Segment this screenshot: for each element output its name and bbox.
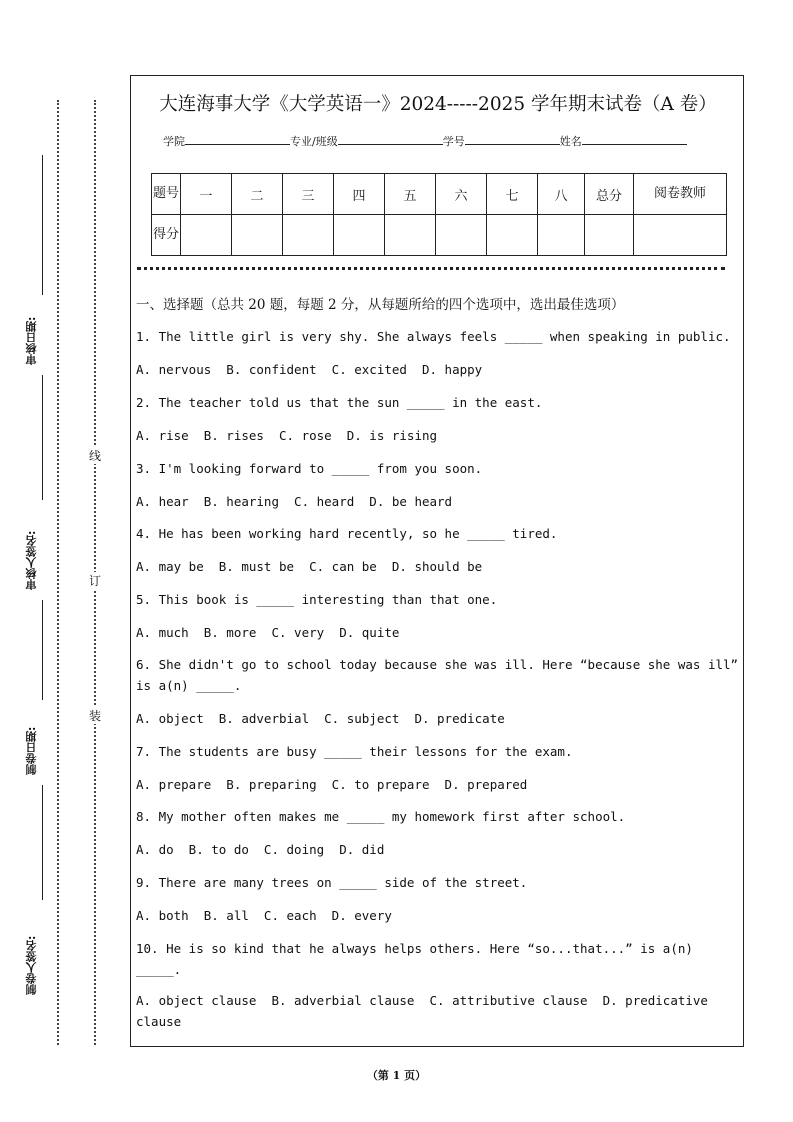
question-5: 5. This book is _____ interesting than that one. <box>136 592 498 607</box>
maker-sign-label: 制卷人签名: <box>25 935 38 995</box>
header-cell-total: 总分 <box>585 174 634 215</box>
score-cell-3[interactable] <box>283 215 334 256</box>
question-3: 3. I'm looking forward to _____ from you soon. <box>136 461 483 476</box>
score-cell-1[interactable] <box>181 215 232 256</box>
question-6-options: A. object B. adverbial C. subject D. predicate <box>136 711 505 726</box>
college-label: 学院 <box>163 135 185 148</box>
question-7: 7. The students are busy _____ their lessons for the exam. <box>136 744 573 759</box>
header-label-cell: 题号 <box>152 174 181 215</box>
score-cell-6[interactable] <box>436 215 487 256</box>
student-id-field[interactable] <box>465 134 560 145</box>
make-date-line <box>42 600 43 700</box>
question-9-options: A. both B. all C. each D. every <box>136 908 392 923</box>
score-label-cell: 得分 <box>152 215 181 256</box>
question-6: 6. She didn't go to school today because she was ill. Here “because she was ill” is a(n) _____. <box>136 657 746 693</box>
header-cell-4: 四 <box>334 174 385 215</box>
review-date-label: 审核日期: <box>25 316 38 365</box>
exam-frame <box>130 75 744 1047</box>
score-cell-5[interactable] <box>385 215 436 256</box>
binding-char-ding: 订 <box>86 572 104 589</box>
score-table-score-row <box>152 215 727 256</box>
header-cell-grader: 阅卷教师 <box>634 174 727 215</box>
question-5-options: A. much B. more C. very D. quite <box>136 625 400 640</box>
score-cell-grader[interactable] <box>634 215 727 256</box>
score-cell-4[interactable] <box>334 215 385 256</box>
question-1: 1. The little girl is very shy. She always feels _____ when speaking in public. <box>136 329 731 344</box>
header-cell-3: 三 <box>283 174 334 215</box>
question-3-options: A. hear B. hearing C. heard D. be heard <box>136 494 453 509</box>
question-9: 9. There are many trees on _____ side of the street. <box>136 875 528 890</box>
question-7-options: A. prepare B. preparing C. to prepare D. prepared <box>136 777 528 792</box>
score-cell-8[interactable] <box>538 215 585 256</box>
question-10-options: A. object clause B. adverbial clause C. attributive clause D. predicative clause <box>136 993 716 1029</box>
reviewer-sign-label: 审核人签名: <box>25 530 38 590</box>
question-4-options: A. may be B. must be C. can be D. should be <box>136 559 483 574</box>
header-cell-8: 八 <box>538 174 585 215</box>
name-label: 姓名 <box>559 135 582 148</box>
college-field[interactable] <box>185 134 290 145</box>
major-label: 专业/班级 <box>290 135 338 148</box>
section-divider <box>137 267 725 270</box>
make-date-label: 制卷日期: <box>25 726 38 775</box>
review-date-line <box>42 155 43 295</box>
question-8-options: A. do B. to do C. doing D. did <box>136 842 385 857</box>
score-cell-7[interactable] <box>487 215 538 256</box>
binding-char-zhuang: 装 <box>86 707 104 724</box>
header-cell-6: 六 <box>436 174 487 215</box>
question-10: 10. He is so kind that he always helps others. Here “so...that...” is a(n) _____. <box>136 941 701 977</box>
binding-char-line: 线 <box>86 447 104 464</box>
question-1-options: A. nervous B. confident C. excited D. happy <box>136 362 483 377</box>
page-number: （第 1 页） <box>366 1069 427 1082</box>
major-field[interactable] <box>338 134 443 145</box>
header-cell-5: 五 <box>385 174 436 215</box>
header-cell-1: 一 <box>181 174 232 215</box>
header-cell-2: 二 <box>232 174 283 215</box>
question-2: 2. The teacher told us that the sun _____ in the east. <box>136 395 543 410</box>
score-table <box>151 173 727 256</box>
question-8: 8. My mother often makes me _____ my homework first after school. <box>136 809 626 824</box>
name-field[interactable] <box>582 134 687 145</box>
student-id-label: 学号 <box>442 135 465 148</box>
section-heading: 一、选择题（总共 20 题，每题 2 分，从每题所给的四个选项中，选出最佳选项） <box>136 297 625 313</box>
binding-dotted-line-left <box>57 100 59 1045</box>
reviewer-sign-line <box>42 375 43 500</box>
header-cell-7: 七 <box>487 174 538 215</box>
student-info-row <box>163 133 687 149</box>
question-2-options: A. rise B. rises C. rose D. is rising <box>136 428 438 443</box>
score-table-header-row <box>152 174 727 215</box>
score-cell-total[interactable] <box>585 215 634 256</box>
score-cell-2[interactable] <box>232 215 283 256</box>
question-4: 4. He has been working hard recently, so he _____ tired. <box>136 526 558 541</box>
exam-title: 大连海事大学《大学英语一》2024-----2025 学年期末试卷（A 卷） <box>159 94 717 115</box>
maker-sign-line <box>42 785 43 900</box>
